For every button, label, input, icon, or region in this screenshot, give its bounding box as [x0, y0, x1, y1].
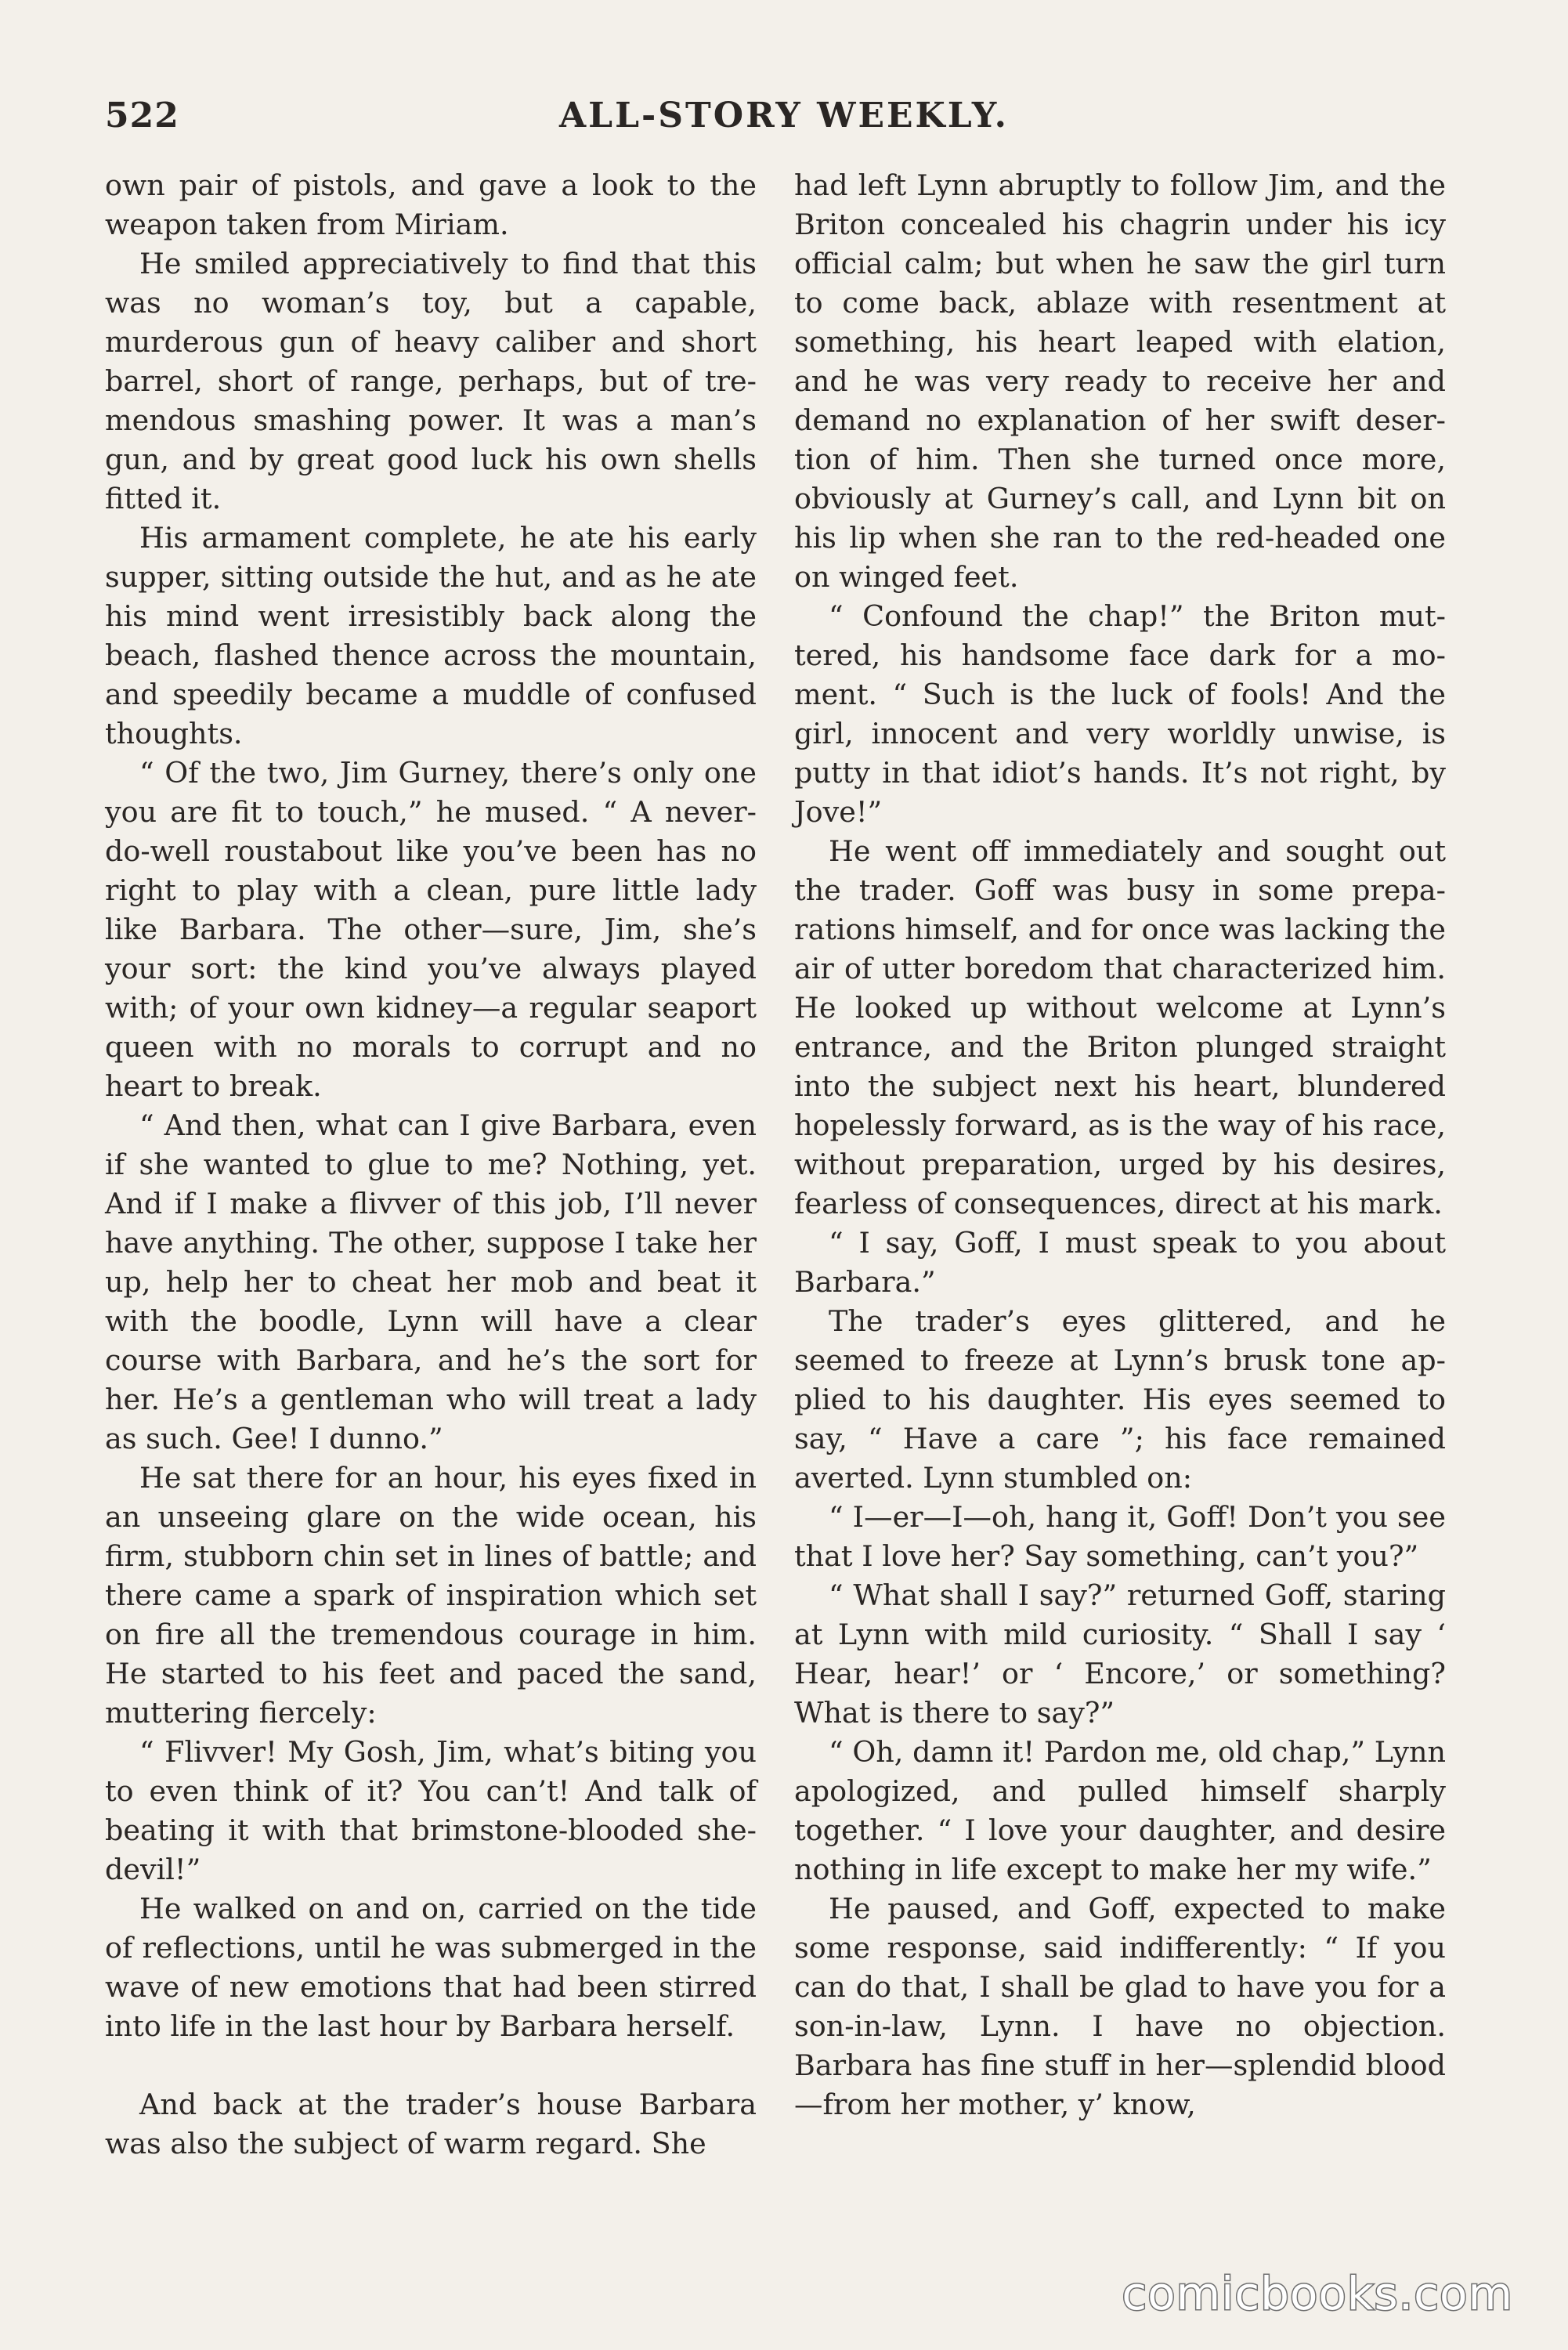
paragraph: “ I say, Goff, I must speak to you about Barbara.”: [794, 1226, 1446, 1299]
paragraph: He sat there for an hour, his eyes fixed in an unseeing glare on the wide ocean, his firm, stubborn chin set in lines of battle; and there came a spark of inspiration which set on fire all the tremendous courage in him. He started to his feet and paced the sand, muttering fiercely:: [105, 1461, 757, 1730]
paragraph: own pair of pistols, and gave a look to the weapon taken from Miriam.: [105, 168, 757, 241]
paragraph: “ Oh, damn it! Pardon me, old chap,” Lynn apologized, and pulled himself sharply together. “ I love your daughter, and desire nothing in life except to make her my wife.”: [794, 1735, 1446, 1886]
watermark-logo: comicbooks.com: [1122, 2267, 1513, 2320]
paragraph: And back at the trader’s house Barbara was also the subject of warm regard. She: [105, 2088, 757, 2160]
paragraph: “ And then, what can I give Barbara, even if she wanted to glue to me? Nothing, yet. And if I make a flivver of this job, I’ll never have anything. The other, suppose I take her up, help her to cheat her mob and beat it with the boodle, Lynn will have a clear course with Barbara, and he’s the sort for her. He’s a gentleman who will treat a lady as such. Gee! I dunno.”: [105, 1108, 757, 1455]
paragraph: He smiled appreciatively to find that this was no woman’s toy, but a capable, murderous gun of heavy caliber and short barrel, short of range, perhaps, but of tremendous smashing power. It was a man’s gun, and by great good luck his own shells fitted it.: [105, 247, 757, 515]
paragraph: “ What shall I say?” returned Goff, staring at Lynn with mild curiosity. “ Shall I say ‘ Hear, hear!’ or ‘ Encore,’ or something? What is there to say?”: [794, 1578, 1446, 1730]
paragraph: He walked on and on, carried on the tide of reflections, until he was submerged in the wave of new emotions that had been stirred into life in the last hour by Barbara herself.: [105, 1892, 757, 2043]
running-head: ALL-STORY WEEKLY.: [559, 96, 1009, 136]
paragraph: had left Lynn abruptly to follow Jim, and the Briton concealed his chagrin under his icy official calm; but when he saw the girl turn to come back, ablaze with resentment at something, his heart leaped with elation, and he was very ready to receive her and demand no explanation of her swift desertion of him. Then she turned once more, obviously at Gurney’s call, and Lynn bit on his lip when she ran to the red-headed one on winged feet.: [794, 168, 1446, 594]
left-column: [105, 166, 757, 2164]
paragraph: He paused, and Goff, expected to make some response, said indifferently: “ If you can do that, I shall be glad to have you for a son-in-law, Lynn. I have no objection. Barbara has fine stuff in her—splendid blood—from her mother, y’ know,: [794, 1892, 1446, 2121]
right-column: [794, 166, 1446, 2124]
paragraph: “ Confound the chap!” the Briton muttered, his handsome face dark for a moment. “ Such is the luck of fools! And the girl, innocent and very worldly unwise, is putty in that idiot’s hands. It’s not right, by Jove!”: [794, 599, 1446, 829]
paragraph: His armament complete, he ate his early supper, sitting outside the hut, and as he ate his mind went irresistibly back along the beach, flashed thence across the mountain, and speedily became a muddle of confused thoughts.: [105, 521, 757, 750]
paragraph: “ Flivver! My Gosh, Jim, what’s biting you to even think of it? You can’t! And talk of beating it with that brimstone-blooded she-devil!”: [105, 1735, 757, 1886]
paragraph: “ I—er—I—oh, hang it, Goff! Don’t you see that I love her? Say something, can’t you?”: [794, 1500, 1446, 1573]
paragraph: The trader’s eyes glittered, and he seemed to freeze at Lynn’s brusk tone applied to his daughter. His eyes seemed to say, “ Have a care ”; his face remained averted. Lynn stumbled on:: [794, 1304, 1446, 1495]
page-number: 522: [105, 96, 179, 136]
paragraph: “ Of the two, Jim Gurney, there’s only one you are fit to touch,” he mused. “ A never-do-well roustabout like you’ve been has no right to play with a clean, pure little lady like Barbara. The other—sure, Jim, she’s your sort: the kind you’ve always played with; of your own kidney—a regular seaport queen with no morals to corrupt and no heart to break.: [105, 756, 757, 1103]
paragraph: He went off immediately and sought out the trader. Goff was busy in some preparations himself, and for once was lacking the air of utter boredom that characterized him. He looked up without welcome at Lynn’s entrance, and the Briton plunged straight into the subject next his heart, blundered hopelessly forward, as is the way of his race, without preparation, urged by his desires, fearless of consequences, direct at his mark.: [794, 834, 1446, 1220]
